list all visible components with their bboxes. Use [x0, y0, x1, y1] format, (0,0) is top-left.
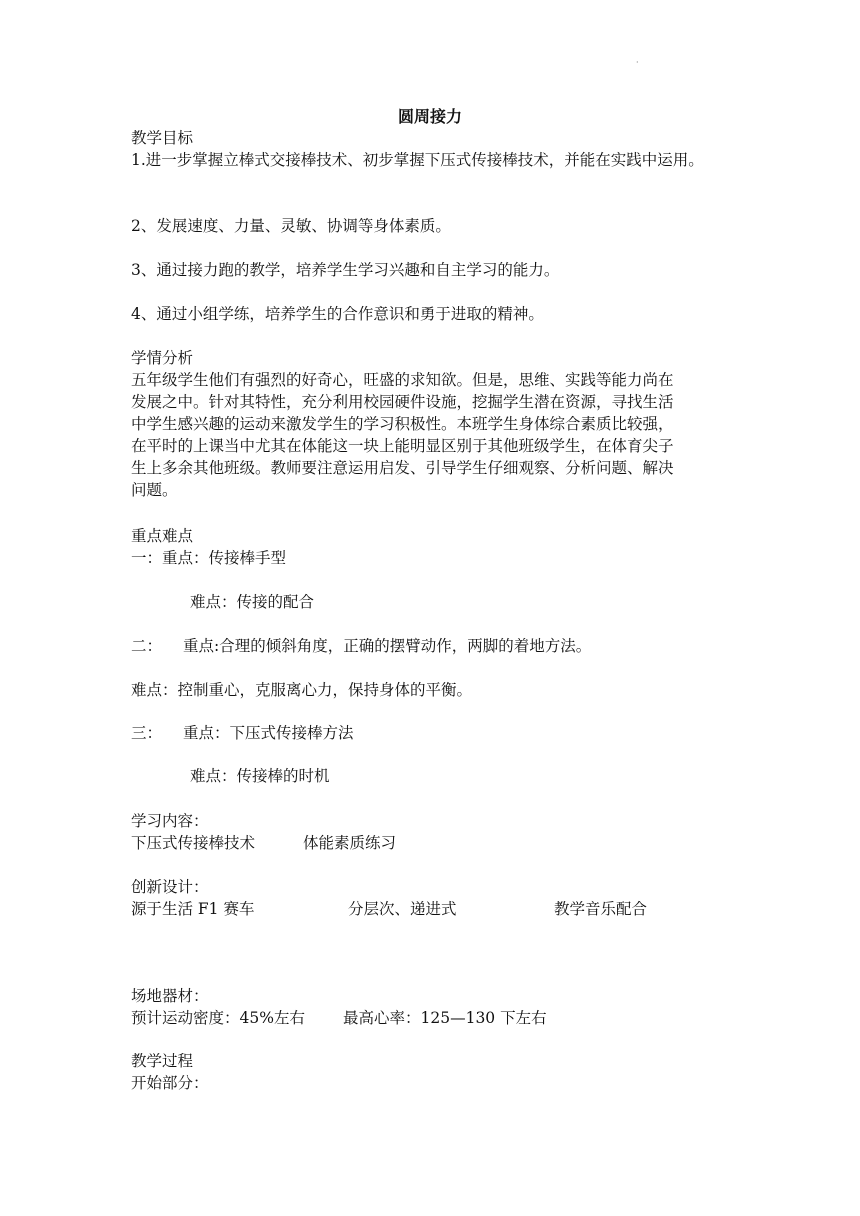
innovation-item-2: 分层次、递进式 — [348, 900, 457, 918]
exercise-density: 预计运动密度：45%左右 — [131, 1009, 305, 1027]
header-mark: · — [636, 58, 639, 67]
equipment-heading: 场地器材： — [131, 987, 209, 1005]
content-item-1: 下压式传接棒技术 — [131, 834, 256, 852]
key-point-3: 重点：下压式传接棒方法 — [183, 724, 354, 742]
process-heading: 教学过程 — [131, 1052, 194, 1070]
analysis-line: 中学生感兴趣的运动来激发学生的学习积极性。本班学生身体综合素质比较强， — [131, 415, 674, 433]
difficulty-3: 难点：传接棒的时机 — [190, 767, 330, 785]
content-item-2: 体能素质练习 — [303, 834, 397, 852]
key-point-2: 重点:合理的倾斜角度，正确的摆臂动作，两脚的着地方法。 — [183, 637, 592, 655]
goal-item-2: 2、发展速度、力量、灵敏、协调等身体素质。 — [131, 217, 451, 235]
goals-heading: 教学目标 — [131, 129, 194, 147]
key-points-heading: 重点难点 — [131, 527, 194, 545]
process-start: 开始部分： — [131, 1074, 209, 1092]
max-heart-rate: 最高心率：125—130 下左右 — [343, 1009, 547, 1027]
innovation-item-1: 源于生活 F1 赛车 — [131, 900, 255, 918]
page-title: 圆周接力 — [397, 107, 462, 126]
analysis-line: 发展之中。针对其特性，充分利用校园硬件设施，挖掘学生潜在资源，寻找生活 — [131, 393, 674, 411]
innovation-heading: 创新设计： — [131, 878, 209, 896]
difficulty-1: 难点：传接的配合 — [190, 593, 315, 611]
analysis-line: 在平时的上课当中尤其在体能这一块上能明显区别于其他班级学生，在体育尖子 — [131, 437, 674, 455]
content-heading: 学习内容： — [131, 812, 209, 830]
analysis-line: 生上多余其他班级。教师要注意运用启发、引导学生仔细观察、分析问题、解决 — [131, 459, 674, 477]
innovation-item-3: 教学音乐配合 — [554, 900, 648, 918]
analysis-line: 问题。 — [131, 481, 178, 499]
section-number-3: 三： — [131, 724, 163, 742]
section-number-2: 二： — [131, 637, 163, 655]
goal-item-4: 4、通过小组学练，培养学生的合作意识和勇于进取的精神。 — [131, 305, 544, 323]
difficulty-2: 难点：控制重心，克服离心力，保持身体的平衡。 — [131, 681, 473, 699]
analysis-line: 五年级学生他们有强烈的好奇心，旺盛的求知欲。但是，思维、实践等能力尚在 — [131, 371, 674, 389]
key-point-1: 一：重点：传接棒手型 — [131, 549, 287, 567]
goal-item-3: 3、通过接力跑的教学，培养学生学习兴趣和自主学习的能力。 — [131, 261, 560, 279]
analysis-heading: 学情分析 — [131, 349, 194, 367]
goal-item-1: 1.进一步掌握立棒式交接棒技术、初步掌握下压式传接棒技术，并能在实践中运用。 — [131, 151, 704, 169]
